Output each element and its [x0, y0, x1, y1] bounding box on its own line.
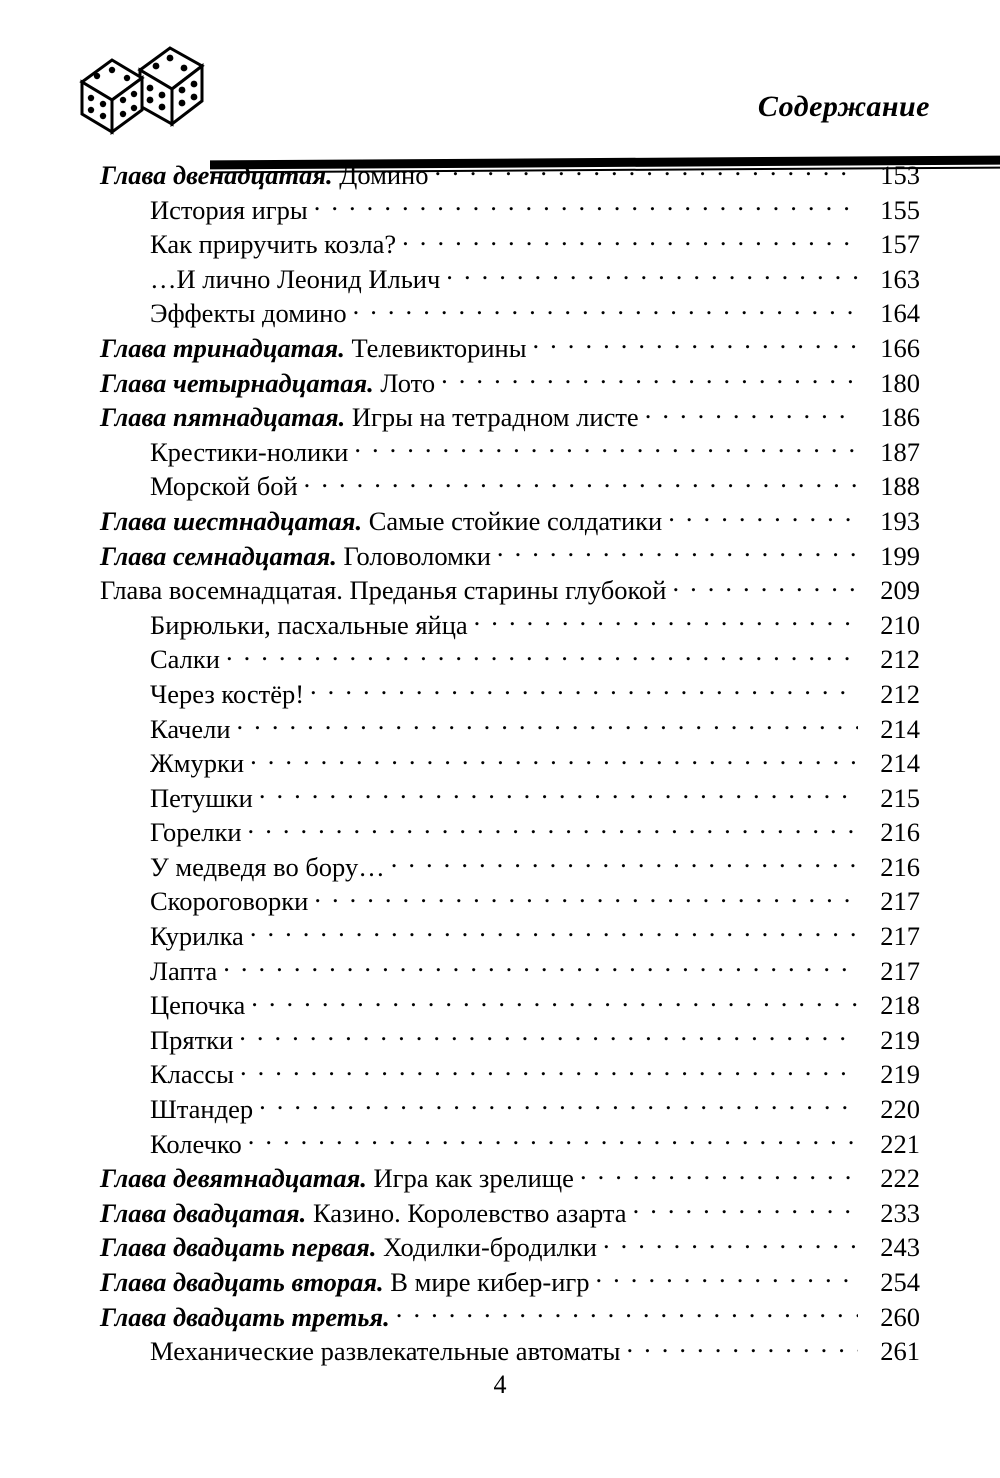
toc-entry-page: 187: [880, 436, 920, 467]
toc-entry-page: 217: [880, 921, 920, 952]
toc-entry-subtitle: Лапта: [150, 955, 218, 986]
toc-entry-subtitle: Качели: [150, 713, 231, 744]
toc-entry[interactable]: [100, 539, 920, 574]
toc-entry-page: 217: [880, 886, 920, 917]
toc-leader-dots: [596, 1265, 859, 1291]
toc-leader-dots: [310, 677, 858, 703]
toc-leader-dots: [248, 815, 858, 841]
toc-leader-dots: [672, 573, 858, 599]
toc-entry-page: 153: [880, 160, 920, 190]
toc-entry-subtitle: История игры: [150, 194, 308, 225]
toc-entry[interactable]: [100, 158, 920, 193]
toc-entry[interactable]: [100, 1092, 920, 1127]
toc-entry-page: 157: [880, 229, 920, 260]
toc-entry-title: [100, 367, 435, 401]
toc-entry-page: 210: [880, 609, 920, 640]
toc-leader-dots: [645, 400, 858, 426]
toc-entry-title: [150, 1128, 242, 1162]
toc-entry-page: 188: [880, 471, 920, 502]
toc-entry[interactable]: [100, 642, 920, 677]
toc-entry-title: [100, 505, 662, 539]
toc-entry-page: 215: [880, 782, 920, 813]
toc-entry-chapter: Глава девятнадцатая.: [100, 1163, 367, 1194]
toc-entry-page: 222: [880, 1163, 920, 1194]
toc-entry-title: [150, 955, 217, 989]
toc-leader-dots: [250, 746, 858, 772]
toc-entry-page: 221: [880, 1128, 920, 1159]
toc-leader-dots: [633, 1196, 858, 1222]
toc-entry-title: [100, 159, 428, 193]
toc-entry-title: [150, 747, 244, 781]
toc-entry-page: 218: [880, 990, 920, 1021]
toc-entry-chapter: Глава пятнадцатая.: [100, 402, 346, 433]
toc-entry-title: [150, 989, 245, 1023]
toc-entry-subtitle: Колечко: [150, 1128, 242, 1159]
toc-entry[interactable]: [100, 1196, 920, 1231]
toc-entry-page: 186: [880, 402, 920, 433]
toc-entry[interactable]: [100, 573, 920, 608]
toc-entry-page: 217: [880, 955, 920, 986]
toc-entry-page: 261: [880, 1336, 920, 1367]
toc-leader-dots: [391, 850, 858, 876]
toc-entry-page: 214: [880, 748, 920, 779]
toc-entry-subtitle: Жмурки: [150, 748, 245, 779]
toc-entry-subtitle: Петушки: [150, 782, 253, 813]
toc-entry[interactable]: [100, 746, 920, 781]
toc-entry[interactable]: [100, 1057, 920, 1092]
toc-entry[interactable]: [100, 677, 920, 712]
toc-entry-subtitle: Салки: [150, 644, 220, 675]
page-number: 4: [493, 1370, 507, 1399]
toc-leader-dots: [251, 988, 858, 1014]
toc-entry-page: 233: [880, 1197, 920, 1228]
toc-leader-dots: [497, 539, 858, 565]
toc-entry[interactable]: [100, 1127, 920, 1162]
toc-leader-dots: [474, 608, 858, 634]
toc-entry-title: [100, 1301, 390, 1335]
toc-leader-dots: [396, 1300, 858, 1326]
toc-entry-subtitle: Игры на тетрадном листе: [345, 402, 639, 433]
toc-entry-chapter: Глава двадцать первая.: [100, 1232, 377, 1263]
toc-entry-page: 212: [880, 644, 920, 675]
toc-entry-title: [150, 470, 298, 504]
toc-leader-dots: [259, 781, 858, 807]
toc-entry[interactable]: [100, 1300, 920, 1335]
toc-leader-dots: [226, 642, 858, 668]
toc-entry-page: 163: [880, 263, 920, 294]
toc-entry-page: 155: [880, 194, 920, 225]
toc-entry-title: [100, 1197, 627, 1231]
toc-entry-title: [100, 1266, 590, 1300]
toc-entry-subtitle: Горелки: [150, 817, 242, 848]
toc-entry-page: 214: [880, 713, 920, 744]
toc-entry-title: [100, 332, 527, 366]
toc-entry-subtitle: Самые стойкие солдатики: [362, 505, 663, 536]
toc-entry[interactable]: [100, 954, 920, 989]
page-header: [70, 40, 930, 150]
toc-entry[interactable]: [100, 400, 920, 435]
toc-entry[interactable]: [100, 608, 920, 643]
toc-entry-subtitle: Ходилки-бродилки: [376, 1232, 597, 1263]
toc-entry-title: [150, 228, 396, 262]
toc-entry[interactable]: [100, 884, 920, 919]
toc-entry[interactable]: [100, 435, 920, 470]
toc-entry-title: [150, 851, 385, 885]
toc-entry-subtitle: Игра как зрелище: [366, 1163, 574, 1194]
toc-entry-page: 220: [880, 1094, 920, 1125]
toc-entry-title: [100, 1231, 597, 1265]
toc-entry-subtitle: Лото: [373, 367, 436, 398]
toc-entry-page: 243: [880, 1232, 920, 1263]
toc-entry-subtitle: В мире кибер-игр: [383, 1267, 590, 1297]
toc-entry-page: 260: [880, 1301, 920, 1332]
toc-entry-subtitle: Головоломки: [336, 540, 491, 571]
toc-entry-subtitle: Морской бой: [150, 471, 298, 502]
toc-entry[interactable]: [100, 815, 920, 850]
toc-entry-subtitle: У медведя во бору…: [150, 851, 385, 882]
toc-entry-subtitle: Бирюльки, пасхальные яйца: [150, 609, 468, 640]
table-of-contents: [100, 158, 920, 1369]
toc-entry-page: 164: [880, 298, 920, 329]
toc-entry-page: 199: [880, 540, 920, 571]
toc-entry-subtitle: Через костёр!: [150, 678, 305, 709]
toc-leader-dots: [580, 1161, 858, 1187]
toc-entry-title: [150, 194, 308, 228]
toc-entry-title: [150, 816, 242, 850]
toc-entry-title: [150, 1335, 620, 1369]
toc-entry-title: [150, 678, 304, 712]
dice-icon: [70, 40, 220, 140]
toc-entry-page: 166: [880, 332, 920, 363]
toc-entry[interactable]: [100, 262, 920, 297]
toc-entry-title: [100, 540, 491, 574]
toc-leader-dots: [446, 262, 858, 288]
toc-entry-subtitle: Крестики-нолики: [150, 436, 349, 467]
toc-entry[interactable]: [100, 366, 920, 401]
toc-entry-title: [100, 401, 639, 435]
toc-entry-title: [150, 713, 231, 747]
toc-leader-dots: [434, 158, 858, 184]
toc-leader-dots: [402, 227, 858, 253]
toc-leader-dots: [314, 884, 858, 910]
toc-entry-page: 219: [880, 1024, 920, 1055]
toc-entry-page: 216: [880, 817, 920, 848]
toc-entry[interactable]: [100, 331, 920, 366]
toc-entry-subtitle: Как приручить козла?: [150, 229, 397, 260]
toc-entry-title: [150, 263, 440, 297]
toc-entry[interactable]: [100, 469, 920, 504]
toc-entry-title: [150, 643, 220, 677]
toc-entry-subtitle: Глава восемнадцатая. Преданья старины глубокой: [100, 575, 667, 606]
toc-entry-page: 193: [880, 505, 920, 536]
toc-entry-chapter: Глава тринадцатая.: [100, 332, 345, 363]
toc-entry-title: [150, 920, 244, 954]
toc-leader-dots: [314, 193, 858, 219]
toc-entry[interactable]: [100, 1023, 920, 1058]
toc-entry-chapter: Глава четырнадцатая.: [100, 367, 374, 398]
toc-entry-subtitle: …И лично Леонид Ильич: [150, 263, 441, 294]
toc-leader-dots: [259, 1092, 858, 1118]
toc-entry-page: 209: [880, 575, 920, 606]
toc-entry[interactable]: [100, 296, 920, 331]
toc-entry-title: [100, 1162, 574, 1196]
toc-entry-chapter: Глава двадцатая.: [100, 1197, 307, 1228]
toc-entry-subtitle: Казино. Королевство азарта: [306, 1197, 627, 1228]
toc-entry-title: [150, 609, 468, 643]
page-title: Содержание: [757, 90, 930, 123]
toc-entry-page: 254: [880, 1267, 920, 1297]
toc-entry[interactable]: [100, 919, 920, 954]
toc-entry-title: [150, 1093, 253, 1127]
toc-leader-dots: [223, 954, 858, 980]
toc-entry-chapter: Глава шестнадцатая.: [100, 505, 363, 536]
toc-entry-subtitle: Классы: [150, 1059, 234, 1090]
toc-entry[interactable]: [100, 504, 920, 539]
toc-entry-subtitle: Телевикторины: [344, 332, 527, 363]
toc-entry-title: [150, 1058, 234, 1092]
toc-entry-subtitle: Курилка: [150, 921, 244, 952]
toc-entry-page: 212: [880, 678, 920, 709]
toc-leader-dots: [248, 1127, 858, 1153]
toc-entry-subtitle: Механические развлекательные автоматы: [150, 1336, 621, 1367]
toc-leader-dots: [239, 1023, 858, 1049]
toc-entry[interactable]: [100, 712, 920, 747]
toc-entry-subtitle: Цепочка: [150, 990, 246, 1021]
toc-entry-subtitle: Домино: [332, 160, 429, 190]
toc-entry-page: 219: [880, 1059, 920, 1090]
toc-entry-chapter: Глава двенадцатая.: [100, 160, 333, 190]
toc-leader-dots: [668, 504, 858, 530]
toc-entry[interactable]: [100, 850, 920, 885]
toc-entry-subtitle: Штандер: [150, 1094, 254, 1125]
toc-leader-dots: [441, 366, 858, 392]
toc-leader-dots: [626, 1334, 858, 1360]
toc-leader-dots: [533, 331, 859, 357]
toc-leader-dots: [304, 469, 858, 495]
toc-entry[interactable]: [100, 227, 920, 262]
toc-entry-chapter: Глава двадцать вторая.: [100, 1267, 384, 1297]
toc-entry[interactable]: [100, 781, 920, 816]
toc-entry[interactable]: [100, 1265, 920, 1300]
toc-entry-title: [150, 885, 308, 919]
toc-leader-dots: [603, 1230, 858, 1256]
toc-leader-dots: [240, 1057, 858, 1083]
toc-entry[interactable]: [100, 1161, 920, 1196]
toc-entry-title: [150, 1024, 233, 1058]
toc-entry-subtitle: Эффекты домино: [150, 298, 347, 329]
toc-entry[interactable]: [100, 193, 920, 228]
toc-leader-dots: [250, 919, 858, 945]
toc-entry-page: 216: [880, 851, 920, 882]
toc-entry-title: [150, 436, 348, 470]
toc-leader-dots: [354, 435, 858, 461]
toc-entry-page: 180: [880, 367, 920, 398]
toc-entry-title: [150, 297, 347, 331]
toc-entry[interactable]: [100, 988, 920, 1023]
toc-entry-subtitle: Прятки: [150, 1024, 234, 1055]
toc-entry[interactable]: [100, 1230, 920, 1265]
toc-entry-chapter: Глава двадцать третья.: [100, 1301, 390, 1332]
toc-leader-dots: [237, 712, 858, 738]
toc-entry-title: [150, 782, 253, 816]
toc-leader-dots: [353, 296, 858, 322]
toc-entry-subtitle: Скороговорки: [150, 886, 309, 917]
toc-entry-chapter: Глава семнадцатая.: [100, 540, 337, 571]
toc-entry[interactable]: [100, 1334, 920, 1369]
toc-entry-title: [100, 574, 666, 608]
